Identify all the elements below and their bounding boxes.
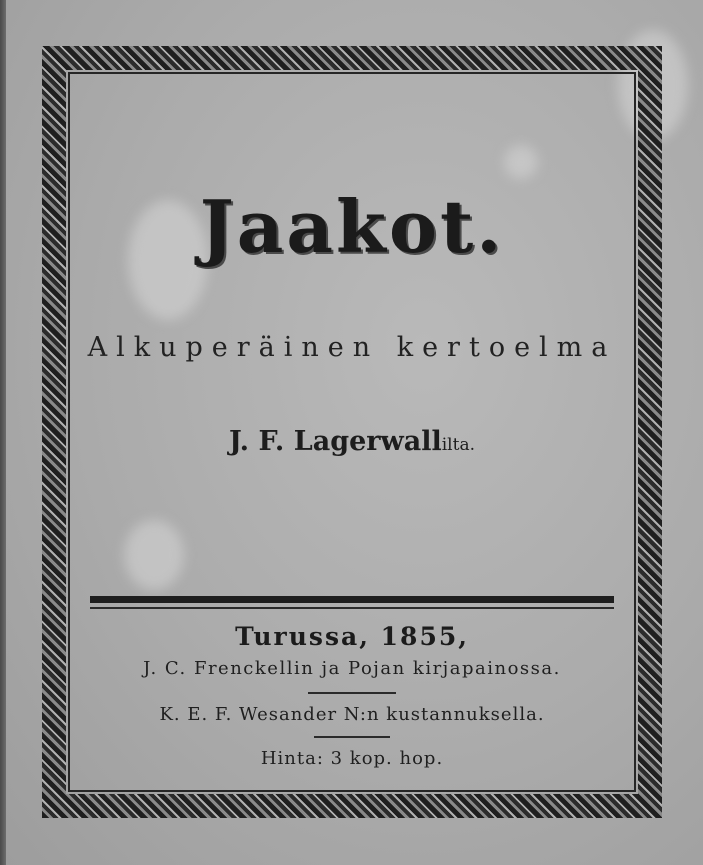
imprint-place-year: Turussa, 1855, — [235, 622, 469, 651]
book-title: Jaakot. — [199, 184, 505, 269]
short-divider — [314, 736, 390, 738]
short-divider — [308, 692, 396, 694]
price-line: Hinta: 3 kop. hop. — [260, 748, 444, 769]
author-suffix: ilta. — [441, 435, 475, 455]
book-subtitle: Alkuperäinen kertoelma — [87, 332, 617, 363]
cover-content — [70, 74, 634, 790]
author-line — [70, 426, 634, 457]
author-name: J. F. Lagerwall — [229, 426, 442, 457]
imprint-publisher: K. E. F. Wesander N:n kustannuksella. — [159, 704, 545, 725]
imprint-printer: J. C. Frenckellin ja Pojan kirjapainossa. — [143, 658, 561, 679]
divider-thick — [90, 596, 614, 603]
divider-thin — [90, 607, 614, 609]
